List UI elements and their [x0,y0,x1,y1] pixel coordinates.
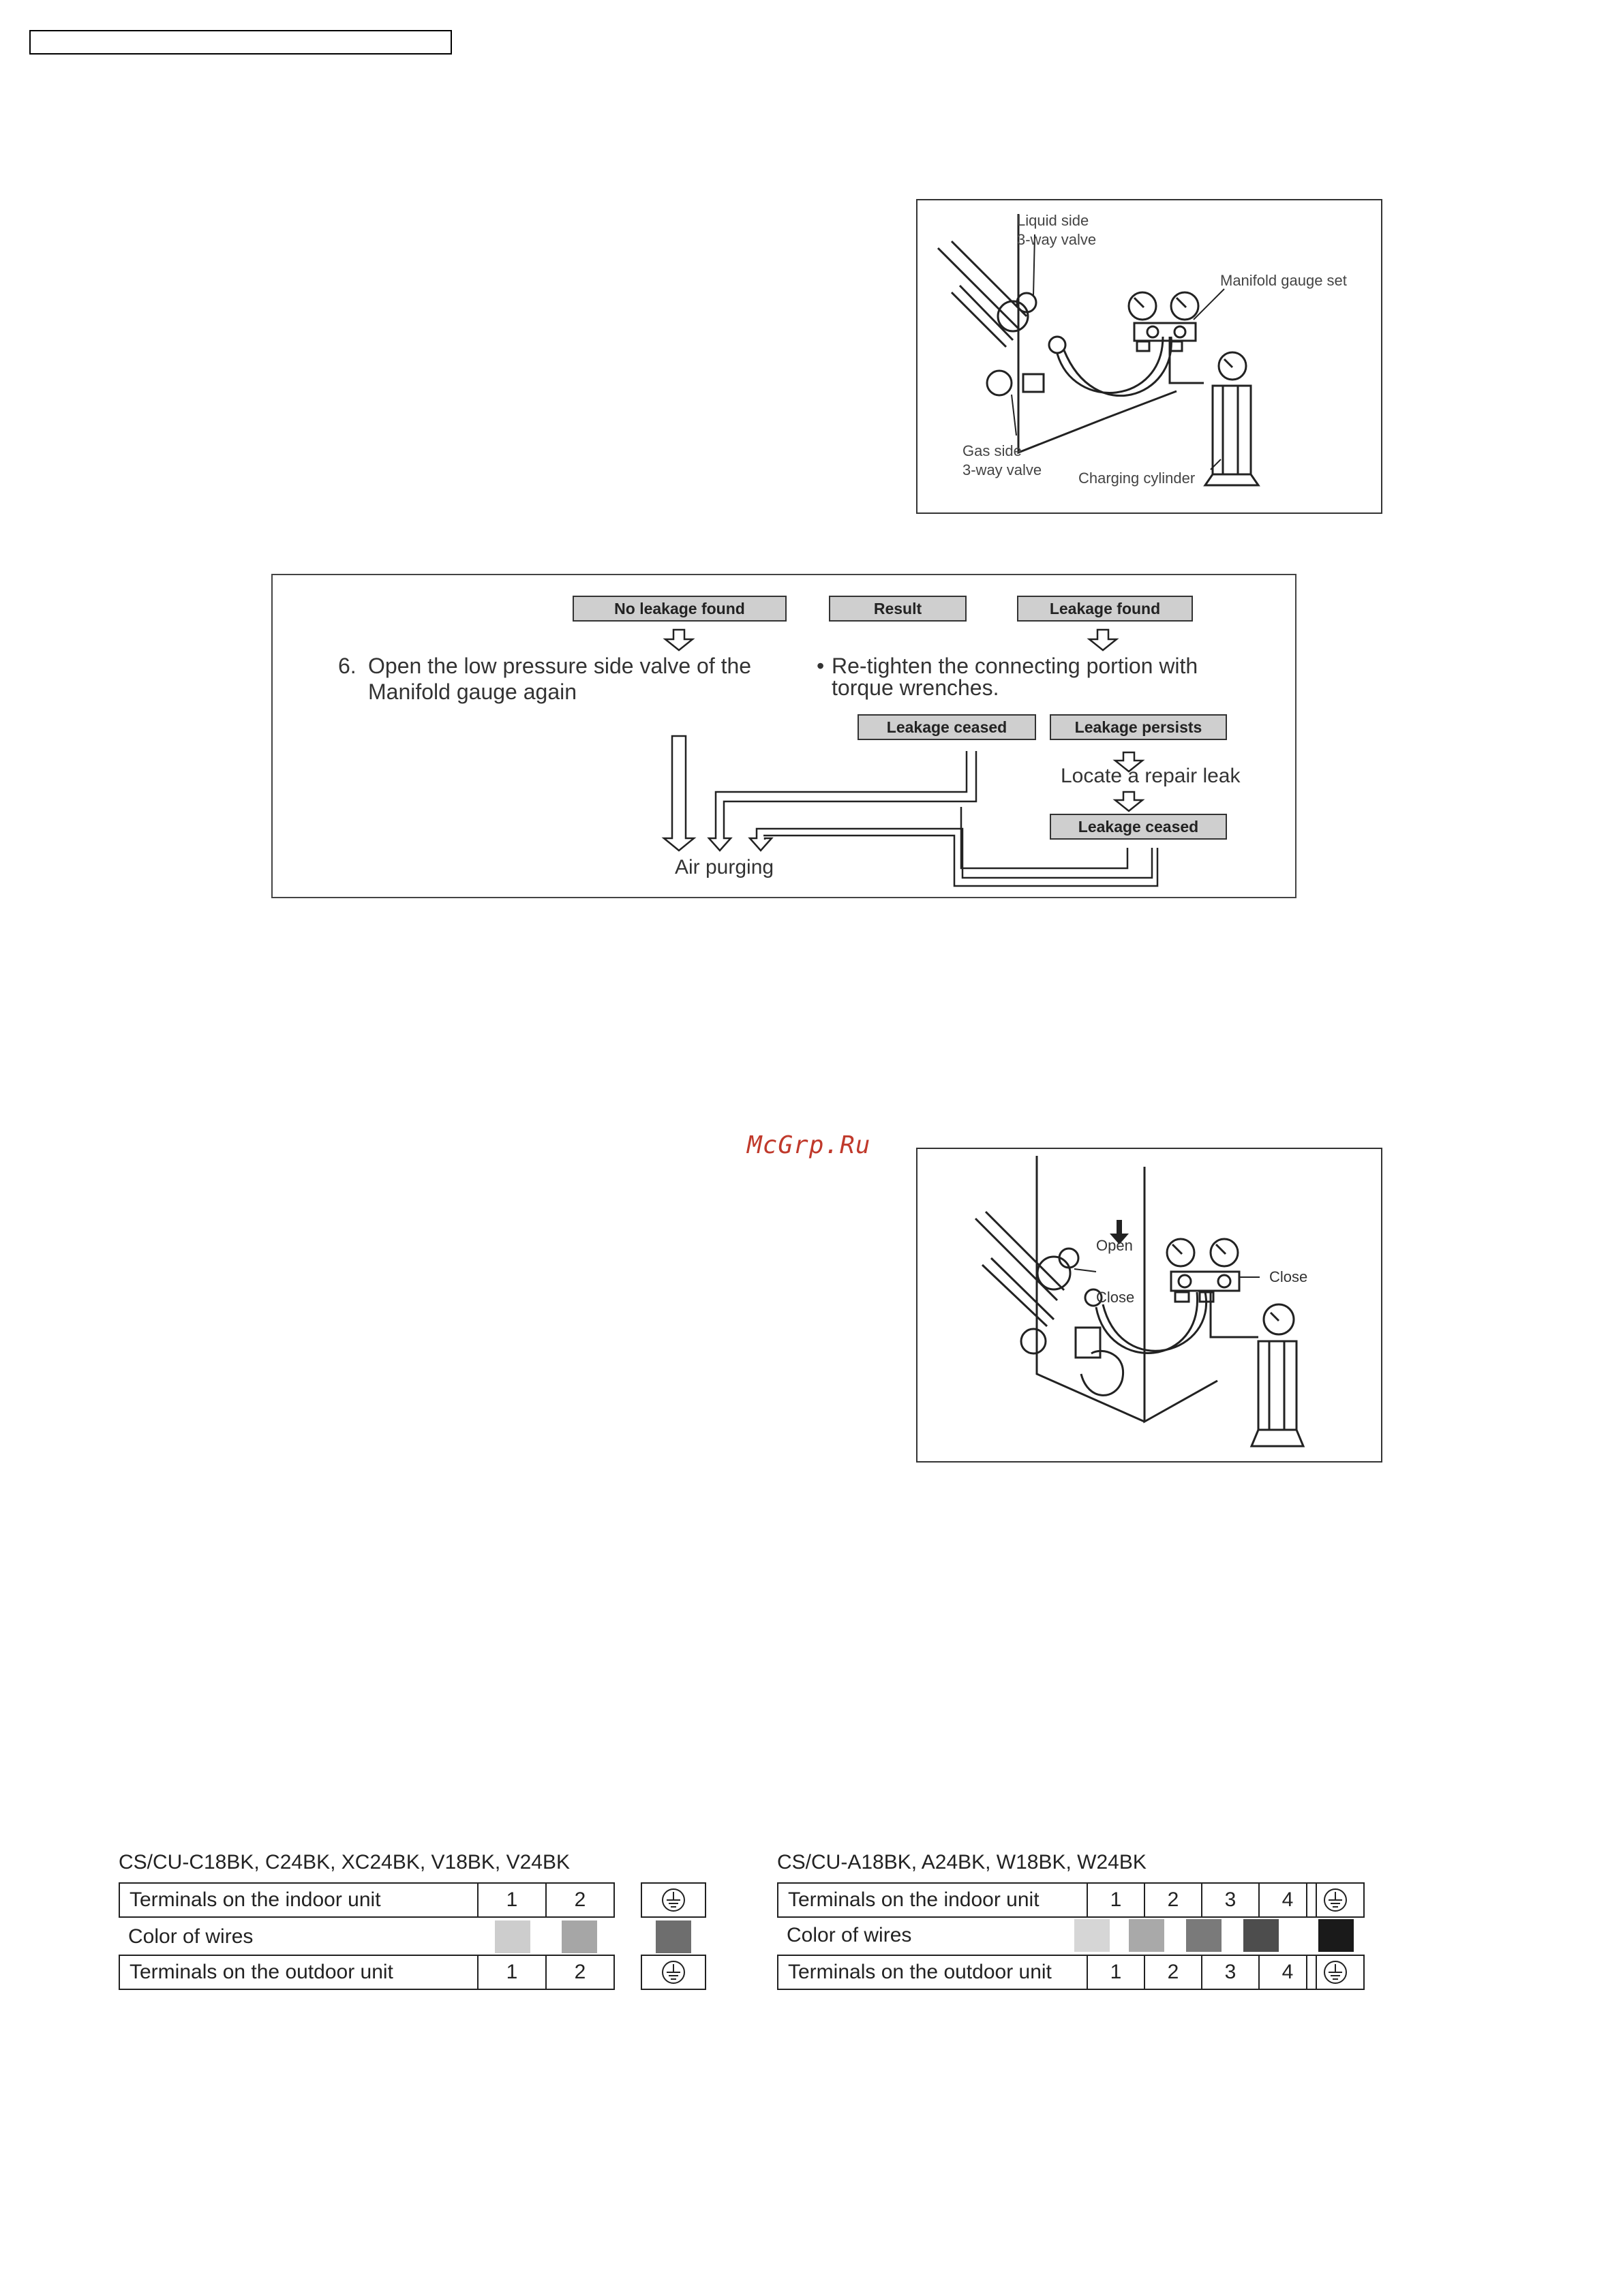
retighten-line1: Re-tighten the connecting portion with [832,654,1198,678]
step6-line1: Open the low pressure side valve of the [368,654,752,678]
wiring-right-outdoor-terminal: 1 [1087,1955,1145,1990]
wiring-right-outdoor-terminal: 2 [1144,1955,1202,1990]
wiring-right-wire-swatch [1186,1919,1222,1952]
valve-open-close-illustration [917,1149,1384,1464]
leakage-ceased-box-1: Leakage ceased [858,714,1036,740]
wiring-right-wire-swatch [1129,1919,1164,1952]
wiring-right-wire-swatch [1074,1919,1110,1952]
locate-repair-leak-text: Locate a repair leak [1061,765,1241,787]
open-label: Open [1096,1237,1133,1254]
charging-cylinder-label: Charging cylinder [1078,470,1196,487]
wiring-right-indoor-terminal: 1 [1087,1882,1145,1918]
ground-icon [1307,1884,1363,1916]
ground-icon [642,1884,705,1916]
wiring-left-indoor-terminal: 1 [477,1882,547,1918]
page-header-box [29,30,452,55]
site-watermark: McGrp.Ru [747,1131,871,1159]
retighten-line2: torque wrenches. [832,675,999,700]
wiring-left-wire-swatch [562,1920,597,1953]
wiring-right-outdoor-label: Terminals on the outdoor unit [777,1955,1088,1990]
wiring-right-outdoor-terminal: 4 [1258,1955,1317,1990]
wiring-left-indoor-terminal: 2 [545,1882,615,1918]
wiring-left-color-label: Color of wires [128,1925,254,1948]
leakage-persists-box: Leakage persists [1050,714,1227,740]
wiring-left-outdoor-ground [641,1955,706,1990]
wiring-left-title: CS/CU-C18BK, C24BK, XC24BK, V18BK, V24BK [119,1851,570,1873]
wiring-left-indoor-ground [641,1882,706,1918]
close-label-1: Close [1269,1268,1308,1285]
step6-number: 6. [338,654,357,678]
gas-valve-label: Gas side 3-way valve [962,442,1042,478]
wiring-right-title: CS/CU-A18BK, A24BK, W18BK, W24BK [777,1851,1147,1873]
wiring-left-indoor-label: Terminals on the indoor unit [119,1882,479,1918]
figure-valve-open-close [916,1148,1382,1463]
wiring-left-outdoor-label: Terminals on the outdoor unit [119,1955,479,1990]
figure-manifold-connection [916,199,1382,514]
wiring-right-indoor-terminal: 4 [1258,1882,1317,1918]
wiring-right-outdoor-ground [1306,1955,1365,1990]
wiring-right-wire-swatch [1243,1919,1279,1952]
wiring-right-indoor-ground [1306,1882,1365,1918]
close-label-2: Close [1096,1289,1135,1306]
wiring-left-outdoor-terminal: 2 [545,1955,615,1990]
wiring-right-indoor-terminal: 2 [1144,1882,1202,1918]
wiring-right-indoor-terminal: 3 [1201,1882,1260,1918]
wiring-right-color-label: Color of wires [787,1924,912,1946]
leakage-ceased-box-2: Leakage ceased [1050,814,1227,840]
air-purging-text: Air purging [675,856,774,878]
result-box: Result [829,596,967,622]
wiring-left-wire-swatch [495,1920,530,1953]
ground-icon [642,1956,705,1989]
manifold-gauge-label: Manifold gauge set [1220,272,1347,289]
retighten-bullet: • [817,654,825,678]
step6-line2: Manifold gauge again [368,679,577,704]
no-leakage-found-box: No leakage found [573,596,787,622]
ground-icon [1307,1956,1363,1989]
wiring-left-outdoor-terminal: 1 [477,1955,547,1990]
leakage-found-box: Leakage found [1017,596,1193,622]
wiring-right-outdoor-terminal: 3 [1201,1955,1260,1990]
wiring-left-ground-swatch [656,1920,691,1953]
leak-test-flowchart [271,574,1296,898]
wiring-right-ground-swatch [1318,1919,1354,1952]
wiring-right-indoor-label: Terminals on the indoor unit [777,1882,1088,1918]
liquid-valve-label: Liquid side 3-way valve [1017,212,1097,248]
